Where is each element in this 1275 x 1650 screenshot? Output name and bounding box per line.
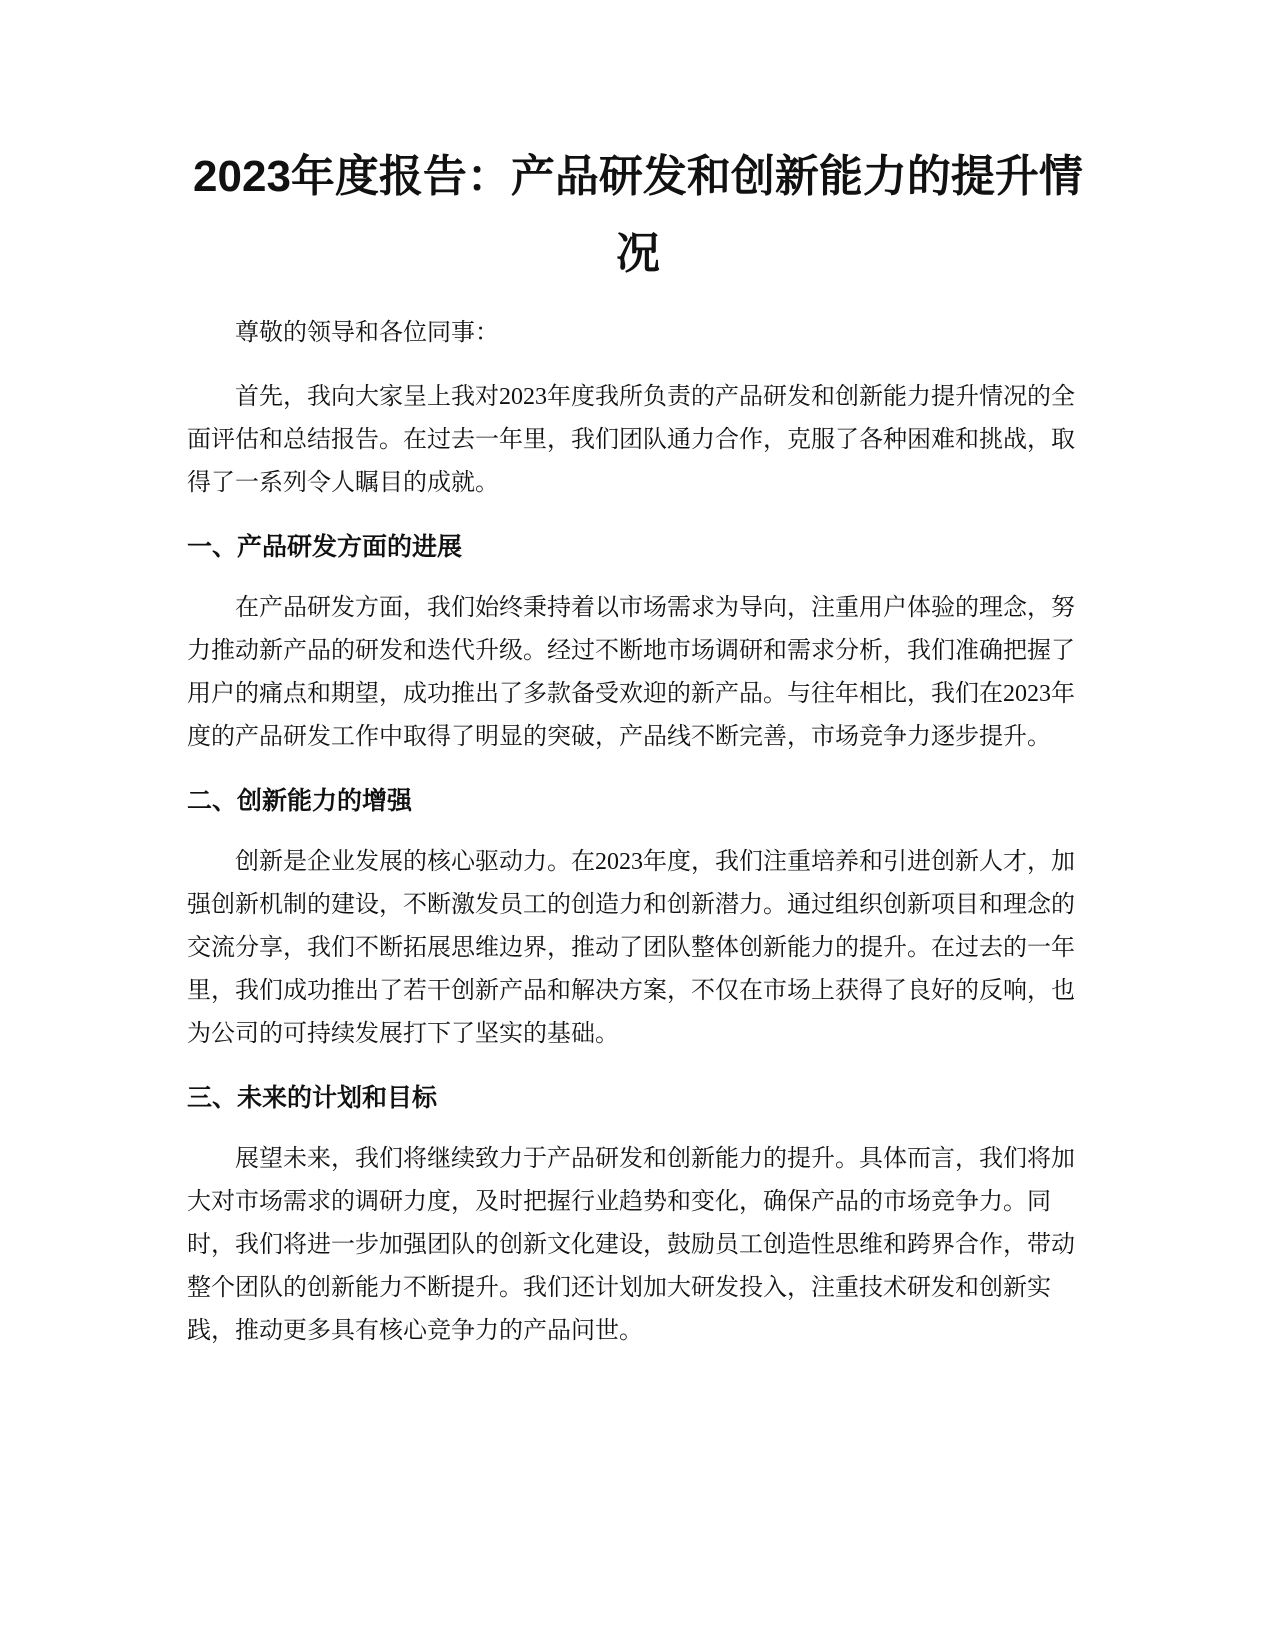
section-body-rd-progress: 在产品研发方面，我们始终秉持着以市场需求为导向，注重用户体验的理念，努力推动新产品的研发和迭代升级。经过不断地市场调研和需求分析，我们准确把握了用户的痛点和期望，成功推出了多款备受欢迎的新产品。与往年相比，我们在2023年度的产品研发工作中取得了明显的突破，产品线不断完善，市场竞争力逐步提升。 <box>187 595 1075 750</box>
intro-paragraph: 首先，我向大家呈上我对2023年度我所负责的产品研发和创新能力提升情况的全面评估和总结报告。在过去一年里，我们团队通力合作，克服了各种困难和挑战，取得了一系列令人瞩目的成就。 <box>187 384 1075 496</box>
salutation: 尊敬的领导和各位同事： <box>235 320 499 346</box>
section-heading-innovation: 二、创新能力的增强 <box>187 787 413 815</box>
document-body <box>187 138 1089 1373</box>
section-heading-rd-progress: 一、产品研发方面的进展 <box>187 533 463 561</box>
section-body-innovation: 创新是企业发展的核心驱动力。在2023年度，我们注重培养和引进创新人才，加强创新机制的建设，不断激发员工的创造力和创新潜力。通过组织创新项目和理念的交流分享，我们不断拓展思维边界，推动了团队整体创新能力的提升。在过去的一年里，我们成功推出了若干创新产品和解决方案，不仅在市场上获得了良好的反响，也为公司的可持续发展打下了坚实的基础。 <box>187 849 1075 1047</box>
section-heading-future-plans: 三、未来的计划和目标 <box>187 1084 438 1112</box>
document-title: 2023年度报告：产品研发和创新能力的提升情况 <box>193 152 1083 278</box>
section-body-future-plans: 展望未来，我们将继续致力于产品研发和创新能力的提升。具体而言，我们将加大对市场需求的调研力度，及时把握行业趋势和变化，确保产品的市场竞争力。同时，我们将进一步加强团队的创新文化建设，鼓励员工创造性思维和跨界合作，带动整个团队的创新能力不断提升。我们还计划加大研发投入，注重技术研发和创新实践，推动更多具有核心竞争力的产品问世。 <box>187 1146 1075 1344</box>
